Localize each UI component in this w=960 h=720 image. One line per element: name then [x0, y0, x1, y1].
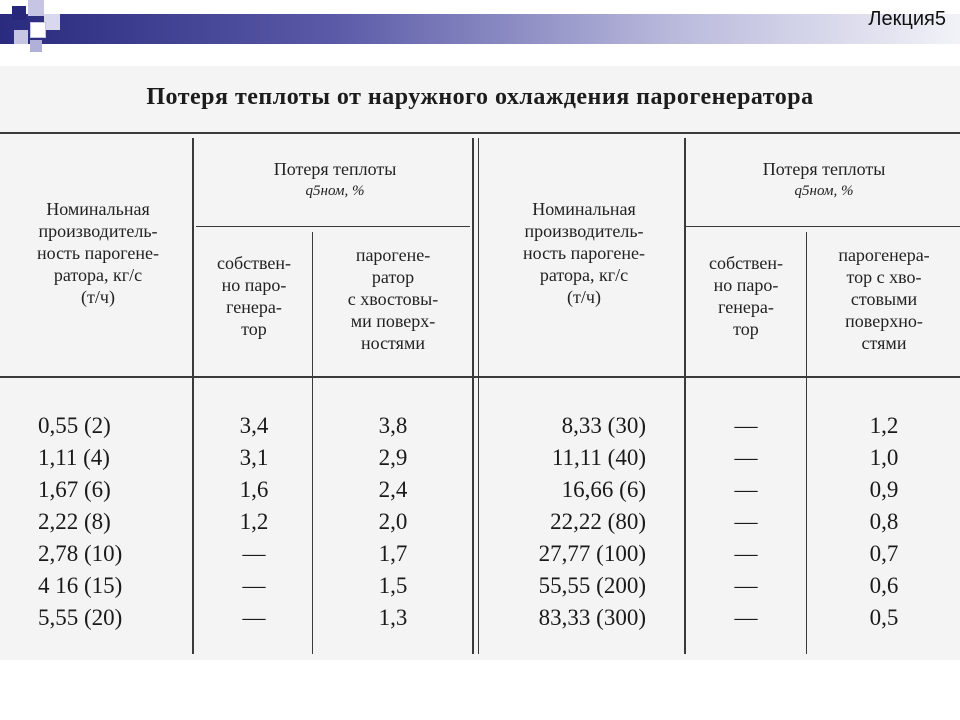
table-cell: 1,0: [869, 445, 899, 470]
rule-subheader-left: [196, 226, 470, 227]
table-cell: —: [242, 605, 266, 630]
table-cell: 2,9: [378, 445, 408, 470]
table-cell: 16,66 (6): [561, 477, 646, 502]
table-cell: —: [734, 573, 758, 598]
left-capacity-column: [38, 410, 188, 634]
table-cell: 2,22 (8): [38, 509, 111, 534]
header-own-right: собствен- но паро- генера- тор: [708, 253, 783, 339]
left-tail-column: [314, 410, 472, 634]
table-cell: 0,6: [869, 573, 899, 598]
table-cell: 0,8: [869, 509, 899, 534]
header-own-left: собствен- но паро- генера- тор: [216, 253, 291, 339]
table-cell: 83,33 (300): [538, 605, 646, 630]
header-tail-left: парогене- ратор с хвостовы- ми поверх- ностями: [347, 245, 439, 353]
vrule-middle-b: [478, 138, 479, 654]
header-heat-loss-left: Потеря теплоты q5ном, %: [273, 159, 397, 199]
table-cell: 8,33 (30): [561, 413, 646, 438]
table-cell: —: [734, 445, 758, 470]
table-cell: —: [734, 541, 758, 566]
table-cell: 2,4: [378, 477, 408, 502]
table-cell: —: [242, 541, 266, 566]
table-cell: 1,11 (4): [38, 445, 110, 470]
header-tail-right: парогенера- тор с хво- стовыми поверхно- стями: [838, 245, 930, 353]
table-cell: 1,6: [239, 477, 269, 502]
table-cell: 3,8: [378, 413, 408, 438]
table-cell: 5,55 (20): [38, 605, 123, 630]
table-title: Потеря теплоты от наружного охлаждения парогенератора: [146, 84, 814, 110]
table-cell: 1,2: [239, 509, 269, 534]
header-capacity-left: Номинальная производитель- ность парогене- ратора, кг/с (т/ч): [36, 199, 160, 307]
lecture-label: Лекция5: [868, 8, 946, 30]
table-cell: —: [734, 413, 758, 438]
vrule-middle-a: [472, 138, 474, 654]
rule-subheader-right: [686, 226, 960, 227]
table-cell: —: [734, 477, 758, 502]
table-cell: 2,78 (10): [38, 541, 123, 566]
table-cell: 1,67 (6): [38, 477, 111, 502]
left-own-column: [196, 410, 312, 634]
table-cell: 1,2: [869, 413, 899, 438]
rule-header-bottom: [0, 376, 960, 378]
table-cell: 3,1: [239, 445, 269, 470]
table-cell: 0,9: [869, 477, 899, 502]
rule-top: [0, 132, 960, 134]
table-cell: 22,22 (80): [550, 509, 646, 534]
right-tail-column: [808, 410, 960, 634]
table-cell: 4 16 (15): [38, 573, 123, 598]
right-capacity-column: [486, 410, 646, 634]
table-cell: 27,77 (100): [538, 541, 646, 566]
table-cell: —: [734, 509, 758, 534]
vrule-1: [192, 138, 194, 654]
table-cell: 0,7: [869, 541, 899, 566]
table-cell: 1,3: [378, 605, 408, 630]
table-cell: —: [242, 573, 266, 598]
table-cell: 11,11 (40): [551, 445, 646, 470]
scanned-table: [0, 66, 960, 660]
table-cell: 1,7: [378, 541, 408, 566]
vrule-2: [312, 232, 313, 654]
table-cell: 55,55 (200): [538, 573, 646, 598]
header-capacity-right: Номинальная производитель- ность парогене- ратора, кг/с (т/ч): [522, 199, 646, 307]
right-own-column: [686, 410, 806, 634]
vrule-4: [806, 232, 807, 654]
table-cell: 3,4: [239, 413, 269, 438]
table-cell: —: [734, 605, 758, 630]
header-band: [0, 14, 960, 44]
logo-squares-icon: [0, 0, 80, 60]
table-cell: 0,55 (2): [38, 413, 111, 438]
table-cell: 0,5: [869, 605, 899, 630]
header-heat-loss-right: Потеря теплоты q5ном, %: [762, 159, 886, 199]
table-cell: 1,5: [378, 573, 408, 598]
table-cell: 2,0: [378, 509, 408, 534]
